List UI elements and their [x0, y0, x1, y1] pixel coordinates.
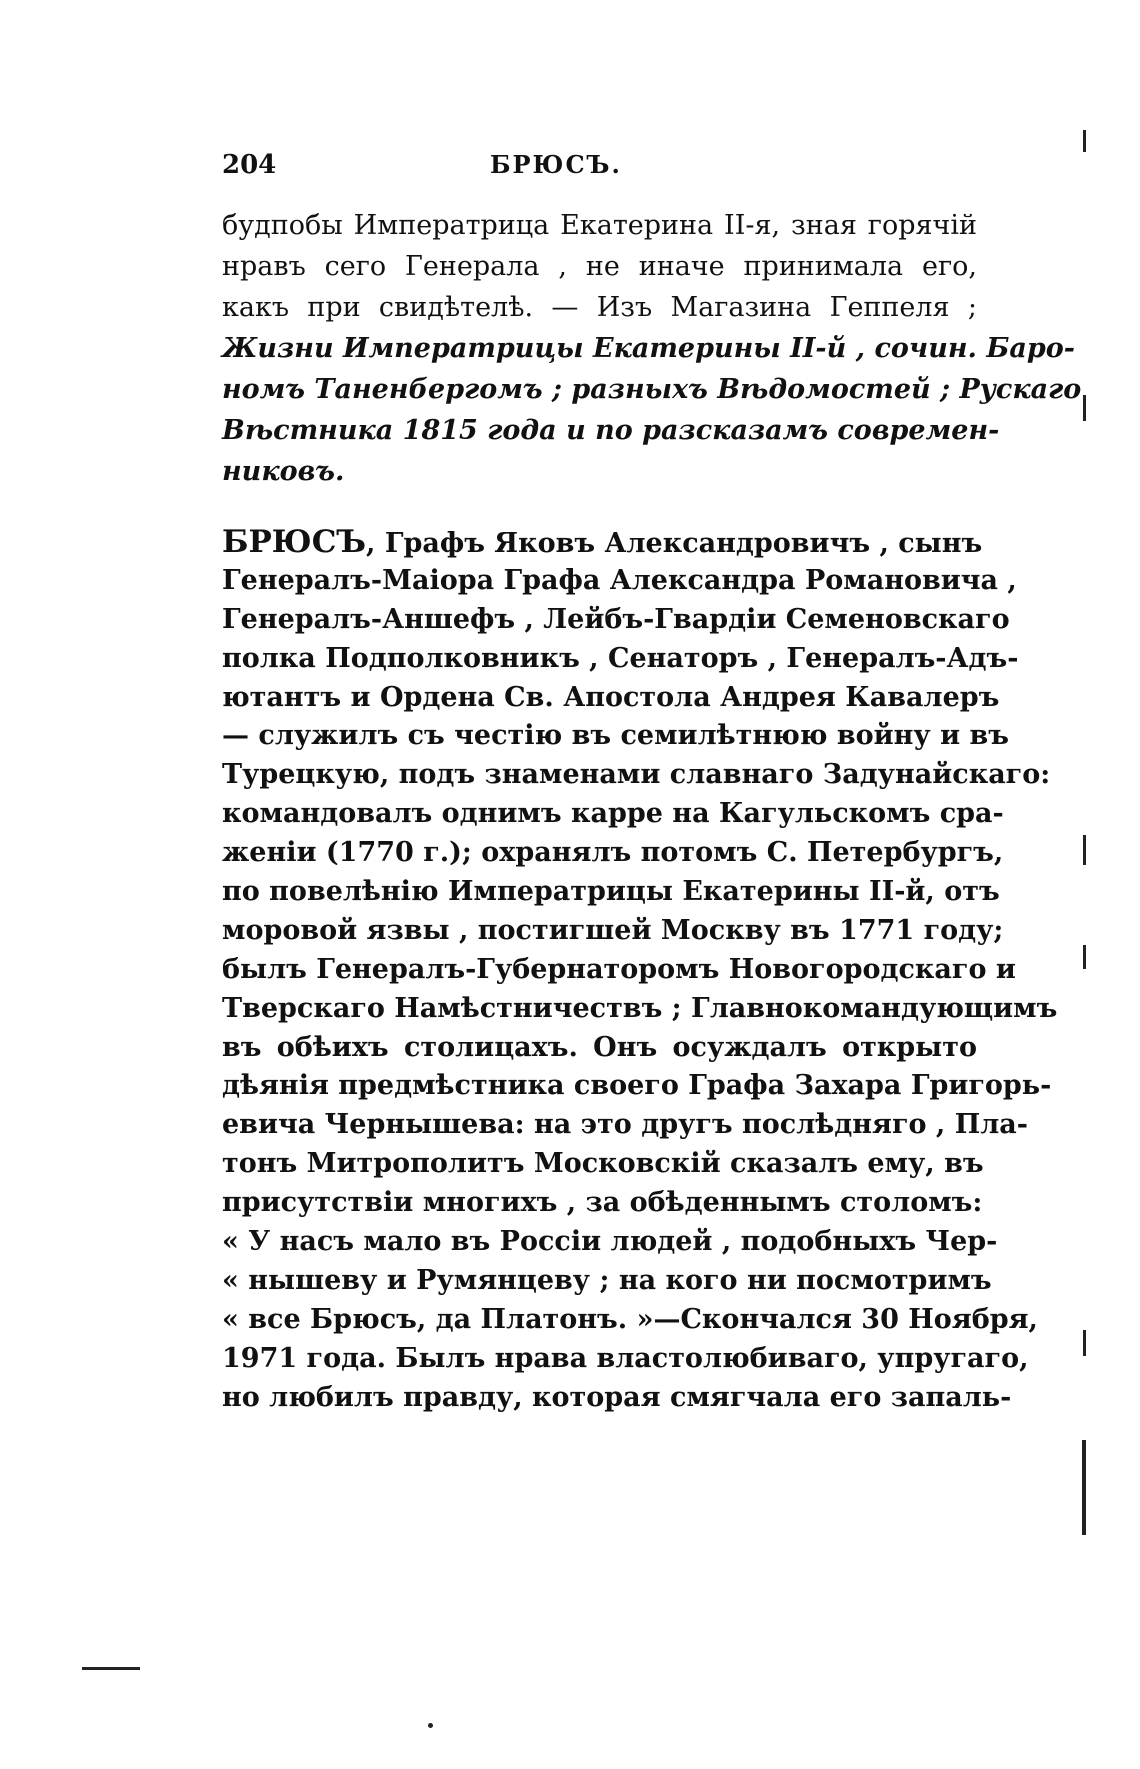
text-line: былъ Генералъ-Губернаторомъ Новогородскаго и — [222, 953, 1016, 985]
scan-rule — [82, 1667, 140, 1670]
text-line: « У насъ мало въ Россіи людей , подобныхъ Чер- — [222, 1226, 998, 1258]
text-line: « нышеву и Румянцеву ; на кого ни посмотримъ — [222, 1264, 992, 1296]
text-line: командовалъ однимъ карре на Кагульскомъ сра- — [222, 798, 1004, 830]
entry-bruce — [222, 523, 1058, 1417]
text-line: будпобы Императрица Екатерина II-я, зная горячій — [222, 210, 977, 241]
text-line: Тверскаго Намѣстничествъ ; Главнокомандующимъ — [222, 992, 1058, 1024]
text-line: ютантъ и Ордена Св. Апостола Андрея Кавалеръ — [222, 681, 1000, 713]
scan-dot — [428, 1723, 433, 1728]
text-line: Турецкую, подъ знаменами славнаго Задунайскаго: — [222, 759, 1051, 791]
page-number: 204 — [222, 150, 277, 180]
text-line: никовъ. — [222, 456, 345, 487]
margin-mark — [1083, 945, 1086, 969]
running-head: БРЮСЪ. — [490, 150, 622, 179]
text-line: полка Подполковникъ , Сенаторъ , Генералъ-Адъ- — [222, 642, 1019, 674]
entry-first-line-text: , Графъ Яковъ Александровичъ , сынъ — [366, 528, 983, 559]
text-line: по повелѣнію Императрицы Екатерины II-й, отъ — [222, 876, 1000, 908]
page-header — [222, 150, 977, 190]
margin-mark — [1083, 130, 1086, 152]
text-line: — служилъ съ честію въ семилѣтнюю войну и въ — [222, 720, 1009, 752]
text-line: « все Брюсъ, да Платонъ. »—Скончался 30 Ноября, — [222, 1303, 1038, 1335]
margin-mark — [1083, 1330, 1086, 1356]
text-line: моровой язвы , постигшей Москву въ 1771 году; — [222, 914, 1004, 946]
text-line: но любилъ правду, которая смягчала его запаль- — [222, 1381, 1012, 1413]
text-line: какъ при свидѣтелѣ. — Изъ Магазина Гeппеля ; — [222, 292, 977, 323]
margin-mark — [1083, 395, 1086, 421]
text-line: евича Чернышева: на это другъ послѣдняго , Пла- — [222, 1109, 1028, 1141]
text-line: нравъ сего Генерала , не иначе принимала его, — [222, 251, 977, 282]
entry-first-line — [222, 523, 983, 562]
text-line: Генералъ-Маіора Графа Александра Романовича , — [222, 564, 1017, 596]
text-line: въ обѣихъ столицахъ. Онъ осуждалъ открыто — [222, 1031, 977, 1063]
text-line: Жизни Императрицы Екатерины II-й , сочин. Баро- — [222, 333, 1075, 364]
previous-entry-ending — [222, 205, 1082, 492]
text-line: 1971 года. Былъ нрава властолюбиваго, упругаго, — [222, 1342, 1029, 1374]
text-line: тонъ Митрополитъ Московскій сказалъ ему, въ — [222, 1148, 984, 1180]
entry-title: БРЮСЪ — [222, 524, 367, 560]
text-line: Генералъ-Аншефъ , Лейбъ-Гвардіи Семеновскаго — [222, 603, 1010, 635]
margin-mark — [1083, 835, 1086, 865]
margin-mark — [1082, 1440, 1086, 1535]
text-line: присутствіи многихъ , за обѣденнымъ столомъ: — [222, 1187, 983, 1219]
text-line: номъ Таненбергомъ ; разныхъ Вѣдомостей ; Рускаго — [222, 374, 1082, 405]
text-line: Вѣстника 1815 года и по разсказамъ современ- — [222, 415, 1000, 446]
text-line: женіи (1770 г.); охранялъ потомъ С. Петербургъ, — [222, 837, 1004, 869]
text-line: дѣянія предмѣстника своего Графа Захара Григорь- — [222, 1070, 1052, 1102]
